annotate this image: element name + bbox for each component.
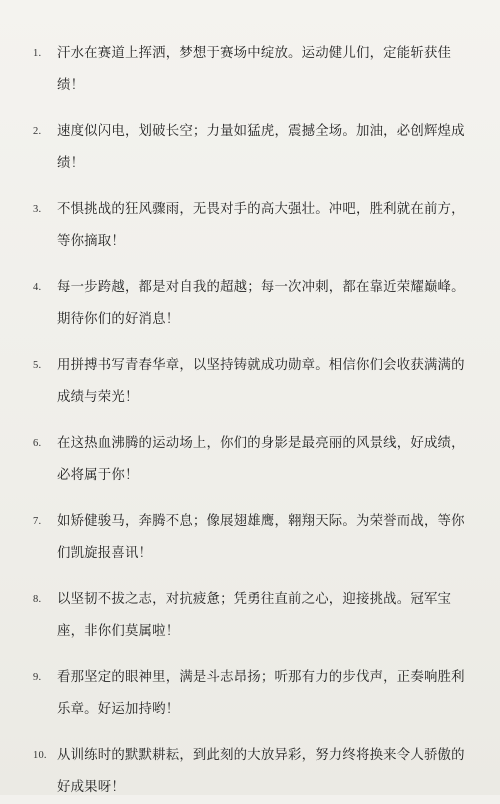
- item-number: 5.: [33, 360, 42, 371]
- item-number: 6.: [33, 438, 42, 449]
- item-number: 7.: [33, 516, 42, 527]
- list-item: [0, 740, 472, 804]
- item-number: 9.: [33, 672, 42, 683]
- list-item: [0, 38, 472, 102]
- item-text: 速度似闪电，划破长空；力量如猛虎，震撼全场。加油，必创辉煌成绩！: [57, 124, 465, 171]
- item-text: 汗水在赛道上挥洒，梦想于赛场中绽放。运动健儿们，定能斩获佳绩！: [57, 46, 452, 93]
- item-text: 看那坚定的眼神里，满是斗志昂扬；听那有力的步伐声，正奏响胜利乐章。好运加持哟！: [57, 670, 465, 717]
- item-text: 以坚韧不拔之志，对抗疲惫；凭勇往直前之心，迎接挑战。冠军宝座，非你们莫属啦！: [57, 592, 452, 639]
- item-text: 用拼搏书写青春华章，以坚持铸就成功勋章。相信你们会收获满满的成绩与荣光！: [57, 358, 465, 405]
- item-text: 不惧挑战的狂风骤雨，无畏对手的高大强壮。冲吧，胜利就在前方，等你摘取！: [57, 202, 465, 249]
- item-number: 2.: [33, 126, 42, 137]
- list-item: [0, 350, 472, 414]
- item-number: 8.: [33, 594, 42, 605]
- list-item: [0, 428, 472, 492]
- list-item: [0, 506, 472, 570]
- item-number: 1.: [33, 48, 42, 59]
- item-text: 每一步跨越，都是对自我的超越；每一次冲刺，都在靠近荣耀巅峰。期待你们的好消息！: [57, 280, 465, 327]
- list-item: [0, 662, 472, 726]
- item-number: 10.: [33, 750, 47, 761]
- list-item: [0, 116, 472, 180]
- list-item: [0, 272, 472, 336]
- item-number: 3.: [33, 204, 42, 215]
- item-text: 从训练时的默默耕耘，到此刻的大放异彩，努力终将换来令人骄傲的好成果呀！: [57, 748, 465, 795]
- item-text: 在这热血沸腾的运动场上，你们的身影是最亮丽的风景线，好成绩，必将属于你！: [57, 436, 465, 483]
- list-item: [0, 584, 472, 648]
- list-item: [0, 194, 472, 258]
- item-text: 如矫健骏马，奔腾不息；像展翅雄鹰，翱翔天际。为荣誉而战，等你们凯旋报喜讯！: [57, 514, 465, 561]
- item-number: 4.: [33, 282, 42, 293]
